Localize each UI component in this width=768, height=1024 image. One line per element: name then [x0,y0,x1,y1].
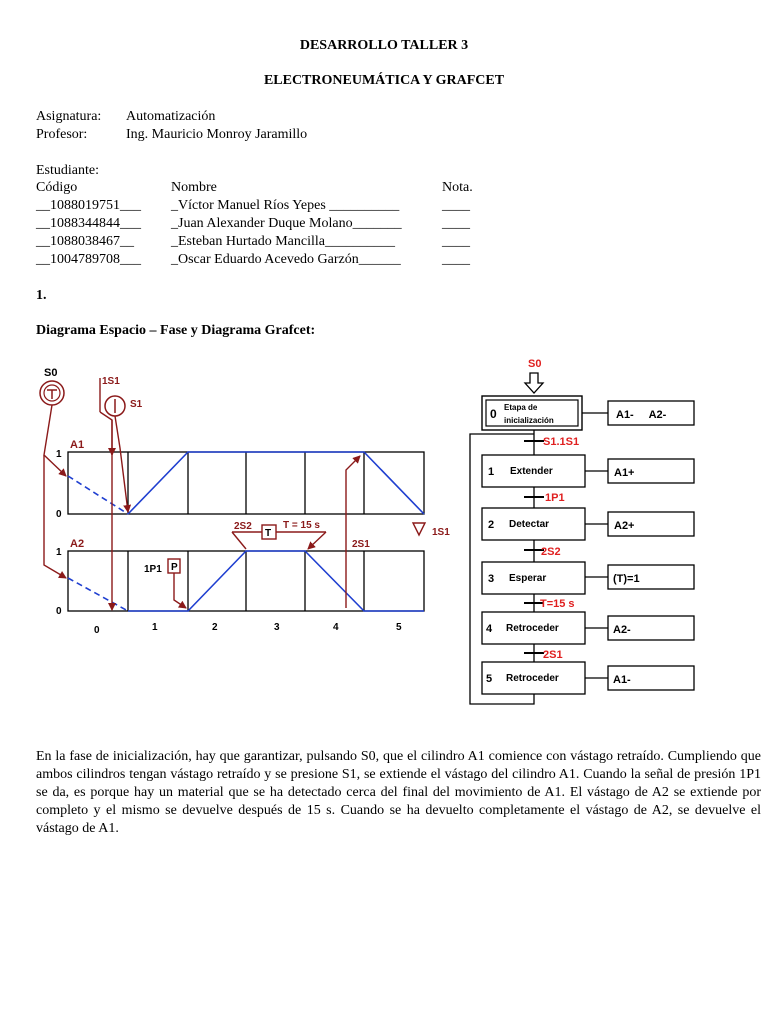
one-p1-signal-arrow [174,573,186,608]
step-number: 2 [488,519,495,531]
transition-label: 2S1 [543,649,563,661]
one-s1-label: 1S1 [102,376,120,387]
student-name: _Víctor Manuel Ríos Yepes __________ [171,198,400,213]
step-action: A2+ [614,520,635,532]
initial-action: A1- A2- [616,409,667,421]
timer-box-label: T [265,528,272,539]
grafcet-diagram [470,358,694,704]
step-number: 3 [488,573,495,585]
step-action: (T)=1 [613,573,640,585]
initial-step-label: inicialización [504,416,554,425]
space-phase-diagram [40,367,450,636]
s0-label: S0 [44,367,58,379]
one-s1-end-label: 1S1 [432,527,450,538]
student-code: __1088038467__ [36,234,134,249]
step-name: Retroceder [506,623,559,634]
step-number: 4 [486,623,493,635]
initial-step-number: 0 [490,407,497,421]
col-name: Nombre [171,180,217,195]
student-code: __1088344844___ [36,216,141,231]
a1-bottom: 0 [56,509,62,520]
step-name: Retroceder [506,673,559,684]
step-number: 4 [333,622,339,633]
initial-step-label: Etapa de [504,403,538,412]
student-grade: ____ [442,234,470,249]
description-paragraph: En la fase de inicialización, hay que garantizar, pulsando S0, que el cilindro A1 comience con vástago retraído. Cumpliendo que ambos cilindros tengan vástago retraído y se presione S1, se extiende el vástago del cilindro A1. Cuando la señal de presión 1P1 se da, es porque hay un material que se ha detectado cerca del final del movimiento de A1. El vástago de A2 se extiende por completo y el mismo se devuelve después de 15 s. Cuando se ha devuelto completamente el vástago de A2, se devuelve el vástago de A1. [36,749,761,836]
two-s2-label: 2S2 [234,521,252,532]
a1-label: A1 [70,439,85,451]
professor-value: Ing. Mauricio Monroy Jaramillo [126,127,308,142]
step-name: Esperar [509,573,547,584]
transition-label: S1.1S1 [543,436,580,448]
one-p1-label: 1P1 [144,564,162,575]
student-name: _Juan Alexander Duque Molano_______ [171,216,402,231]
step-name: Detectar [509,519,550,530]
a2-label: A2 [70,538,85,550]
step-action: A1+ [614,467,635,479]
transition-label: 1P1 [545,492,565,504]
student-name: _Esteban Hurtado Mancilla__________ [171,234,395,249]
grafcet-start-signal: S0 [528,358,542,370]
student-name: _Oscar Eduardo Acevedo Garzón______ [171,252,401,267]
a1-initial-retract [68,476,128,514]
student-code: __1004789708___ [36,252,141,267]
pressure-box-label: P [171,562,178,573]
student-grade: ____ [442,198,470,213]
student-grade: ____ [442,252,470,267]
student-label: Estudiante: [36,163,99,178]
s0-signal-arrow [44,405,66,476]
section-heading: Diagrama Espacio – Fase y Diagrama Grafcet: [36,323,316,338]
step-number: 1 [152,622,158,633]
document-subtitle: ELECTRONEUMÁTICA Y GRAFCET [263,73,505,88]
step-number: 0 [94,625,100,636]
student-code: __1088019751___ [36,198,141,213]
a2-motion-line [128,551,424,611]
a2-initial-retract [68,578,128,611]
s1-label: S1 [130,399,143,410]
s1-signal-arrow [115,416,128,512]
student-grade: ____ [442,216,470,231]
subject-label: Asignatura: [36,109,102,124]
col-code: Código [36,180,78,195]
one-s1-signal-arrow [100,412,112,455]
timer-label: T = 15 s [283,520,320,531]
a2-bottom: 0 [56,606,62,617]
transition-label: 2S2 [541,546,561,558]
step-number: 3 [274,622,280,633]
two-s1-label: 2S1 [352,539,370,550]
step-name: Extender [510,466,553,477]
two-s1-signal-arrow [346,456,360,608]
one-s1-end-sensor-icon [413,523,425,535]
a1-top: 1 [56,449,62,460]
step-action: A2- [613,624,631,636]
col-grade: Nota. [442,180,473,195]
step-number: 5 [396,622,402,633]
step-number: 1 [488,466,495,478]
transition-label: T=15 s [540,598,575,610]
document-title: DESARROLLO TALLER 3 [299,38,469,53]
step-action: A1- [613,674,631,686]
start-arrow-icon [525,373,543,393]
section-number: 1. [36,288,47,303]
step-number: 5 [486,673,493,685]
a2-top: 1 [56,547,62,558]
subject-value: Automatización [126,109,216,124]
step-number: 2 [212,622,218,633]
a1-motion-line [128,452,424,514]
professor-label: Profesor: [36,127,88,142]
